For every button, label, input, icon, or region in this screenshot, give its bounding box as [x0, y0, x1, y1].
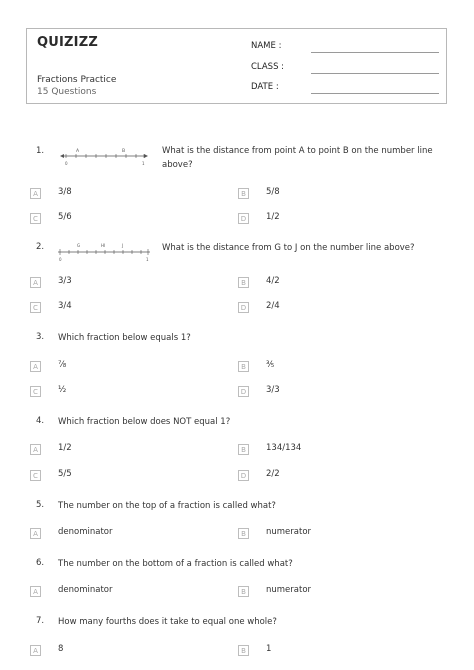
- question-count: 15 Questions: [37, 87, 97, 97]
- option-text: 8: [58, 644, 64, 654]
- option-letter-box: B: [238, 586, 249, 597]
- option-letter-box: C: [30, 470, 41, 481]
- class-line: [311, 73, 439, 74]
- worksheet-header: [26, 28, 447, 104]
- option-letter-box: B: [238, 645, 249, 656]
- numline-label-i: I: [104, 243, 106, 248]
- numline-end-1: 1: [146, 257, 149, 262]
- option-letter-box: D: [238, 386, 249, 397]
- question-number: 3.: [36, 332, 45, 342]
- option-letter-box: C: [30, 213, 41, 224]
- option-text: 1/2: [58, 443, 72, 453]
- question-number: 2.: [36, 242, 45, 252]
- option-text: 2/2: [266, 469, 280, 479]
- question-number: 1.: [36, 146, 45, 156]
- option-letter-box: B: [238, 361, 249, 372]
- option-letter-box: A: [30, 361, 41, 372]
- question-text: What is the distance from G to J on the number line above?: [162, 243, 415, 253]
- option-text: 3/3: [58, 276, 72, 286]
- option-text: 1: [266, 644, 272, 654]
- option-text: 2/4: [266, 301, 280, 311]
- option-letter-box: B: [238, 188, 249, 199]
- question-number: 7.: [36, 616, 45, 626]
- question-number: 5.: [36, 500, 45, 510]
- option-letter-box: B: [238, 277, 249, 288]
- option-letter-box: A: [30, 444, 41, 455]
- question-text: The number on the top of a fraction is called what?: [58, 501, 276, 511]
- date-label: DATE :: [251, 82, 279, 92]
- option-text: 3/3: [266, 385, 280, 395]
- numline-end-0: 0: [65, 161, 68, 166]
- option-text: 3/8: [58, 187, 72, 197]
- option-text: 5/5: [58, 469, 72, 479]
- option-letter-box: D: [238, 302, 249, 313]
- numline-end-1: 1: [142, 161, 145, 166]
- option-letter-box: D: [238, 213, 249, 224]
- question-number: 4.: [36, 416, 45, 426]
- numline-label-h: H: [101, 243, 105, 248]
- option-text: 3/4: [58, 301, 72, 311]
- option-letter-box: D: [238, 470, 249, 481]
- option-text: 134/134: [266, 443, 302, 453]
- option-text: 5/6: [58, 212, 72, 222]
- option-letter-box: C: [30, 302, 41, 313]
- option-letter-box: B: [238, 444, 249, 455]
- question-text: The number on the bottom of a fraction is called what?: [58, 559, 293, 569]
- class-label: CLASS :: [251, 62, 285, 72]
- option-letter-box: C: [30, 386, 41, 397]
- option-letter-box: A: [30, 586, 41, 597]
- option-letter-box: B: [238, 528, 249, 539]
- numline-label-b: B: [122, 149, 126, 154]
- option-text: denominator: [58, 585, 113, 595]
- quizizz-logo: QUIZIZZ: [37, 35, 98, 50]
- numline-end-0: 0: [59, 257, 62, 262]
- question-text: What is the distance from point A to point B on the number line above?: [162, 146, 433, 170]
- question-text: How many fourths does it take to equal one whole?: [58, 617, 277, 627]
- question-number: 6.: [36, 558, 45, 568]
- option-letter-box: A: [30, 188, 41, 199]
- class-field[interactable]: [251, 62, 284, 72]
- option-text: numerator: [266, 585, 312, 595]
- option-text: 5/8: [266, 187, 280, 197]
- name-line: [311, 52, 439, 53]
- numline-label-g: G: [77, 243, 81, 248]
- name-label: NAME :: [251, 41, 282, 51]
- option-text: ½: [58, 385, 67, 395]
- name-field[interactable]: [251, 41, 281, 51]
- option-text: ⅞: [58, 360, 67, 370]
- option-text: denominator: [58, 527, 113, 537]
- numline-label-j: J: [122, 243, 124, 248]
- option-letter-box: A: [30, 528, 41, 539]
- option-text: ⅗: [266, 360, 275, 370]
- number-line-q1: [58, 146, 150, 170]
- option-letter-box: A: [30, 277, 41, 288]
- option-text: 1/2: [266, 212, 280, 222]
- worksheet-title: Fractions Practice: [37, 75, 117, 85]
- date-line: [311, 93, 439, 94]
- question-text: Which fraction below equals 1?: [58, 333, 191, 343]
- number-line-q2: [56, 240, 152, 264]
- numline-label-a: A: [76, 149, 80, 154]
- date-field[interactable]: [251, 82, 279, 92]
- option-letter-box: A: [30, 645, 41, 656]
- option-text: numerator: [266, 527, 312, 537]
- option-text: 4/2: [266, 276, 280, 286]
- question-text: Which fraction below does NOT equal 1?: [58, 417, 231, 427]
